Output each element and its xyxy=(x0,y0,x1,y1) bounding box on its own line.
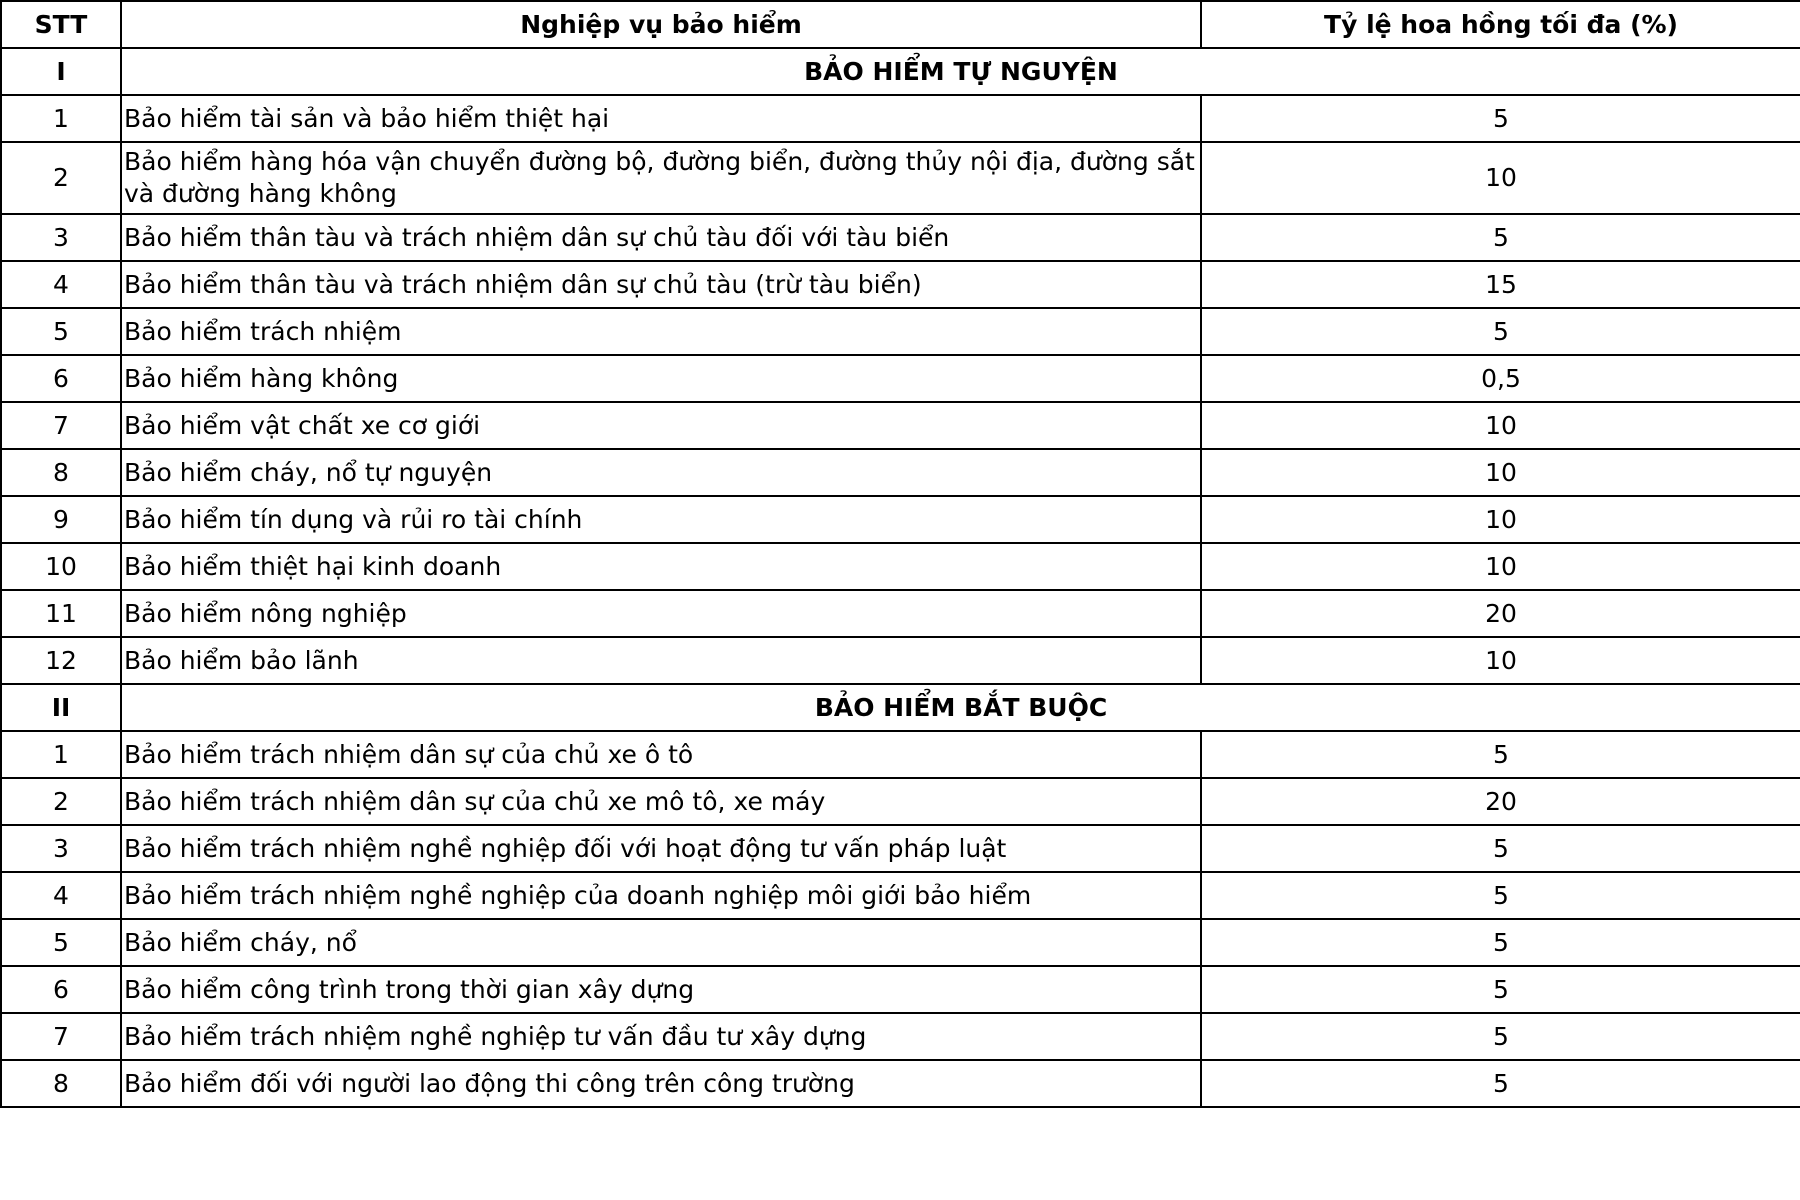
row-stt: 2 xyxy=(1,142,121,214)
section-header-row xyxy=(1,684,1800,731)
table-row xyxy=(1,637,1800,684)
row-stt: 4 xyxy=(1,261,121,308)
table-row xyxy=(1,95,1800,142)
table-row xyxy=(1,1060,1800,1107)
row-stt: 2 xyxy=(1,778,121,825)
row-commission-rate: 5 xyxy=(1201,95,1800,142)
row-insurance-type: Bảo hiểm trách nhiệm xyxy=(121,308,1201,355)
section-title: BẢO HIỂM TỰ NGUYỆN xyxy=(121,48,1800,95)
header-row xyxy=(1,1,1800,48)
table-row xyxy=(1,496,1800,543)
row-insurance-type: Bảo hiểm nông nghiệp xyxy=(121,590,1201,637)
row-commission-rate: 5 xyxy=(1201,825,1800,872)
row-stt: 5 xyxy=(1,919,121,966)
row-commission-rate: 20 xyxy=(1201,778,1800,825)
table-header xyxy=(1,1,1800,48)
row-commission-rate: 10 xyxy=(1201,543,1800,590)
row-insurance-type: Bảo hiểm tài sản và bảo hiểm thiệt hại xyxy=(121,95,1201,142)
table-row xyxy=(1,731,1800,778)
row-commission-rate: 0,5 xyxy=(1201,355,1800,402)
row-stt: 5 xyxy=(1,308,121,355)
row-commission-rate: 5 xyxy=(1201,214,1800,261)
row-stt: 10 xyxy=(1,543,121,590)
table-body xyxy=(1,48,1800,1107)
header-max-commission-rate: Tỷ lệ hoa hồng tối đa (%) xyxy=(1201,1,1800,48)
row-insurance-type: Bảo hiểm cháy, nổ xyxy=(121,919,1201,966)
table-row xyxy=(1,142,1800,214)
row-commission-rate: 10 xyxy=(1201,402,1800,449)
row-commission-rate: 10 xyxy=(1201,637,1800,684)
table-row xyxy=(1,261,1800,308)
table-row xyxy=(1,308,1800,355)
row-stt: 1 xyxy=(1,95,121,142)
row-commission-rate: 5 xyxy=(1201,872,1800,919)
row-insurance-type: Bảo hiểm cháy, nổ tự nguyện xyxy=(121,449,1201,496)
section-number: II xyxy=(1,684,121,731)
row-stt: 7 xyxy=(1,402,121,449)
table-row xyxy=(1,825,1800,872)
table-row xyxy=(1,778,1800,825)
table-row xyxy=(1,355,1800,402)
header-insurance-type: Nghiệp vụ bảo hiểm xyxy=(121,1,1201,48)
row-stt: 11 xyxy=(1,590,121,637)
row-commission-rate: 10 xyxy=(1201,142,1800,214)
row-stt: 12 xyxy=(1,637,121,684)
row-stt: 3 xyxy=(1,214,121,261)
header-stt: STT xyxy=(1,1,121,48)
row-insurance-type: Bảo hiểm trách nhiệm nghề nghiệp đối với hoạt động tư vấn pháp luật xyxy=(121,825,1201,872)
row-commission-rate: 5 xyxy=(1201,731,1800,778)
row-stt: 8 xyxy=(1,1060,121,1107)
row-insurance-type: Bảo hiểm công trình trong thời gian xây dựng xyxy=(121,966,1201,1013)
row-stt: 8 xyxy=(1,449,121,496)
row-insurance-type: Bảo hiểm thân tàu và trách nhiệm dân sự chủ tàu đối với tàu biển xyxy=(121,214,1201,261)
table-row xyxy=(1,590,1800,637)
row-commission-rate: 5 xyxy=(1201,1060,1800,1107)
row-commission-rate: 10 xyxy=(1201,496,1800,543)
table-row xyxy=(1,449,1800,496)
row-insurance-type: Bảo hiểm hàng không xyxy=(121,355,1201,402)
row-insurance-type: Bảo hiểm trách nhiệm dân sự của chủ xe mô tô, xe máy xyxy=(121,778,1201,825)
section-header-row xyxy=(1,48,1800,95)
table-row xyxy=(1,919,1800,966)
row-stt: 6 xyxy=(1,966,121,1013)
table-row xyxy=(1,872,1800,919)
row-commission-rate: 5 xyxy=(1201,1013,1800,1060)
section-number: I xyxy=(1,48,121,95)
table-row xyxy=(1,966,1800,1013)
row-commission-rate: 20 xyxy=(1201,590,1800,637)
section-title: BẢO HIỂM BẮT BUỘC xyxy=(121,684,1800,731)
row-insurance-type: Bảo hiểm bảo lãnh xyxy=(121,637,1201,684)
row-stt: 4 xyxy=(1,872,121,919)
table-row xyxy=(1,543,1800,590)
row-commission-rate: 5 xyxy=(1201,966,1800,1013)
row-commission-rate: 5 xyxy=(1201,919,1800,966)
row-insurance-type: Bảo hiểm trách nhiệm nghề nghiệp tư vấn đầu tư xây dựng xyxy=(121,1013,1201,1060)
row-commission-rate: 10 xyxy=(1201,449,1800,496)
row-insurance-type: Bảo hiểm trách nhiệm nghề nghiệp của doanh nghiệp môi giới bảo hiểm xyxy=(121,872,1201,919)
row-insurance-type: Bảo hiểm thiệt hại kinh doanh xyxy=(121,543,1201,590)
table-row xyxy=(1,1013,1800,1060)
row-insurance-type: Bảo hiểm hàng hóa vận chuyển đường bộ, đường biển, đường thủy nội địa, đường sắt và đường hàng không xyxy=(121,142,1201,214)
row-stt: 7 xyxy=(1,1013,121,1060)
row-insurance-type: Bảo hiểm tín dụng và rủi ro tài chính xyxy=(121,496,1201,543)
row-stt: 3 xyxy=(1,825,121,872)
row-insurance-type: Bảo hiểm thân tàu và trách nhiệm dân sự chủ tàu (trừ tàu biển) xyxy=(121,261,1201,308)
row-commission-rate: 15 xyxy=(1201,261,1800,308)
row-stt: 9 xyxy=(1,496,121,543)
row-stt: 1 xyxy=(1,731,121,778)
row-insurance-type: Bảo hiểm trách nhiệm dân sự của chủ xe ô tô xyxy=(121,731,1201,778)
row-insurance-type: Bảo hiểm đối với người lao động thi công trên công trường xyxy=(121,1060,1201,1107)
row-stt: 6 xyxy=(1,355,121,402)
table-row xyxy=(1,402,1800,449)
row-insurance-type: Bảo hiểm vật chất xe cơ giới xyxy=(121,402,1201,449)
table-row xyxy=(1,214,1800,261)
row-commission-rate: 5 xyxy=(1201,308,1800,355)
